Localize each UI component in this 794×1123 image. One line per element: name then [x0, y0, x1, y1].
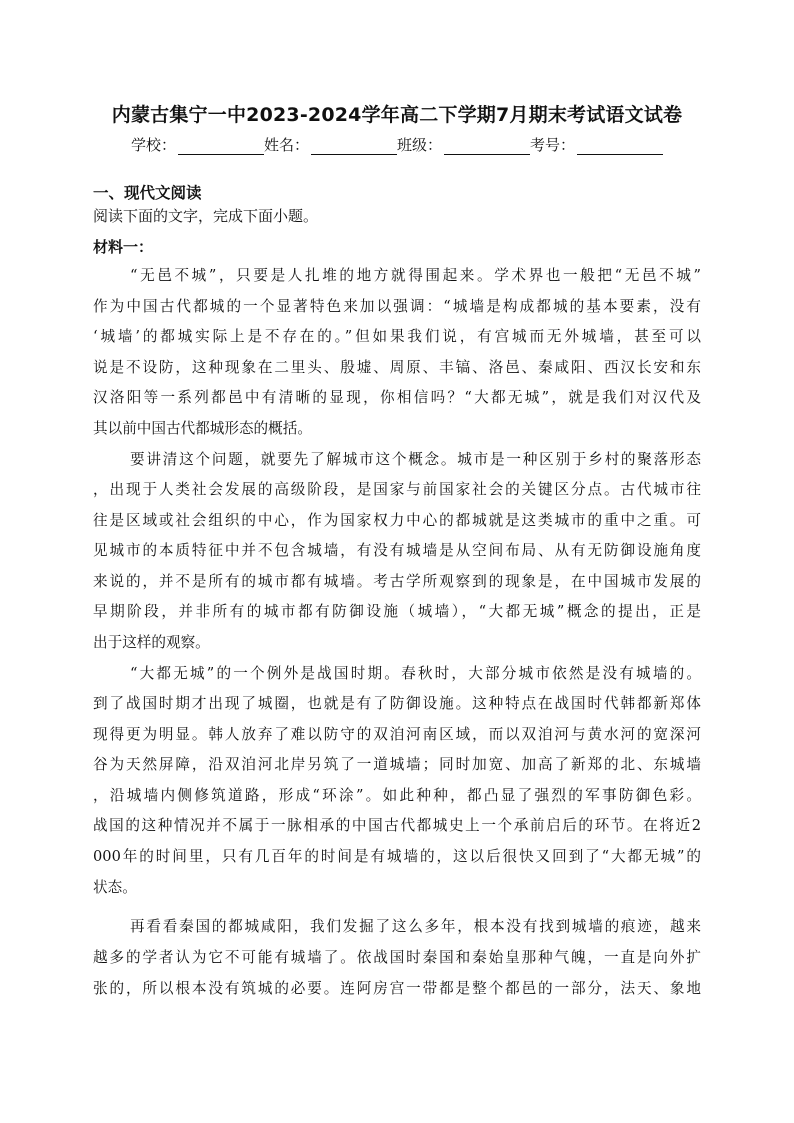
passage-line: 再看看秦国的都城咸阳，我们发掘了这么多年，根本没有找到城墙的痕迹，越来: [130, 918, 701, 935]
exam-number-label: 考号：: [530, 136, 576, 154]
class-field: [397, 134, 530, 155]
school-field: [131, 134, 264, 155]
class-label: 班级：: [397, 136, 443, 154]
passage-line: ‘城墙’的都城实际上是不存在的。”但如果我们说，有宫城而无外城墙，甚至可以: [93, 328, 701, 345]
name-blank: [311, 139, 397, 155]
passage-line: 现得更为明显。韩人放弃了难以防守的双洎河南区域，而以双洎河与黄水河的宽深河: [93, 726, 701, 743]
passage-line: 到了战国时期才出现了城圈，也就是有了防御设施。这种特点在战国时代韩都新郑体: [93, 695, 701, 712]
passage-line: 往是区域或社会组织的中心，作为国家权力中心的都城就是这类城市的重中之重。可: [93, 512, 701, 529]
name-field: [264, 134, 397, 155]
exam-number-blank: [577, 139, 663, 155]
passage-line: 说是不设防，这种现象在二里头、殷墟、周原、丰镐、洛邑、秦咸阳、西汉长安和东: [93, 359, 701, 376]
exam-title: 内蒙古集宁一中2023-2024学年高二下学期7月期末考试语文试卷: [111, 104, 683, 126]
passage-line: 来说的，并不是所有的城市都有城墙。考古学所观察到的现象是，在中国城市发展的: [93, 573, 701, 590]
passage-line: 见城市的本质特征中并不包含城墙，有没有城墙是从空间布局、从有无防御设施角度: [93, 542, 701, 559]
passage-line: 张的，所以根本没有筑城的必要。连阿房宫一带都是整个都邑的一部分，法天、象地: [93, 980, 701, 997]
passage-line: 战国的这种情况并不属于一脉相承的中国古代都城史上一个承前启后的环节。在将近2: [93, 817, 701, 834]
passage-line: 早期阶段，并非所有的城市都有防御设施（城墙），“大都无城”概念的提出，正是: [93, 603, 701, 620]
passage-line: 出于这样的观察。: [93, 634, 210, 651]
school-blank: [178, 139, 264, 155]
passage-line: 汉洛阳等一系列都邑中有清晰的显现，你相信吗？“大都无城”，就是我们对汉代及: [93, 389, 701, 406]
passage-line: “无邑不城”，只要是人扎堆的地方就得围起来。学术界也一般把“无邑不城”: [130, 267, 701, 284]
section-heading: 一、现代文阅读: [93, 184, 202, 202]
passage-line: 越多的学者认为它不可能有城墙了。依战国时秦国和秦始皇那种气魄，一直是向外扩: [93, 949, 701, 966]
passage-line: ，沿城墙内侧修筑道路，形成“环涂”。如此种种，都凸显了强烈的军事防御色彩。: [93, 787, 701, 804]
passage-line: 作为中国古代都城的一个显著特色来加以强调：“城墙是构成都城的基本要素，没有: [93, 298, 701, 315]
passage-line: 000年的时间里，只有几百年的时间是有城墙的，这以后很快又回到了“大都无城”的: [93, 848, 701, 865]
material-label: 材料一：: [93, 238, 154, 256]
section-instruction: 阅读下面的文字，完成下面小题。: [93, 207, 319, 225]
school-label: 学校：: [130, 136, 176, 154]
passage-line: 其以前中国古代都城形态的概括。: [93, 420, 312, 437]
passage-line: “大都无城”的一个例外是战国时期。春秋时，大部分城市依然是没有城墙的。: [130, 665, 701, 682]
passage-line: 谷为天然屏障，沿双洎河北岸另筑了一道城墙；同时加宽、加高了新郑的北、东城墙: [93, 756, 701, 773]
passage-line: 要讲清这个问题，就要先了解城市这个概念。城市是一种区别于乡村的聚落形态: [130, 451, 701, 468]
class-blank: [444, 139, 530, 155]
student-info-row: [0, 134, 794, 155]
name-label: 姓名：: [263, 136, 309, 154]
exam-number-field: [530, 134, 663, 155]
passage-line: 状态。: [93, 879, 137, 896]
passage-line: ，出现于人类社会发展的高级阶段，是国家与前国家社会的关键区分点。古代城市往: [93, 481, 701, 498]
